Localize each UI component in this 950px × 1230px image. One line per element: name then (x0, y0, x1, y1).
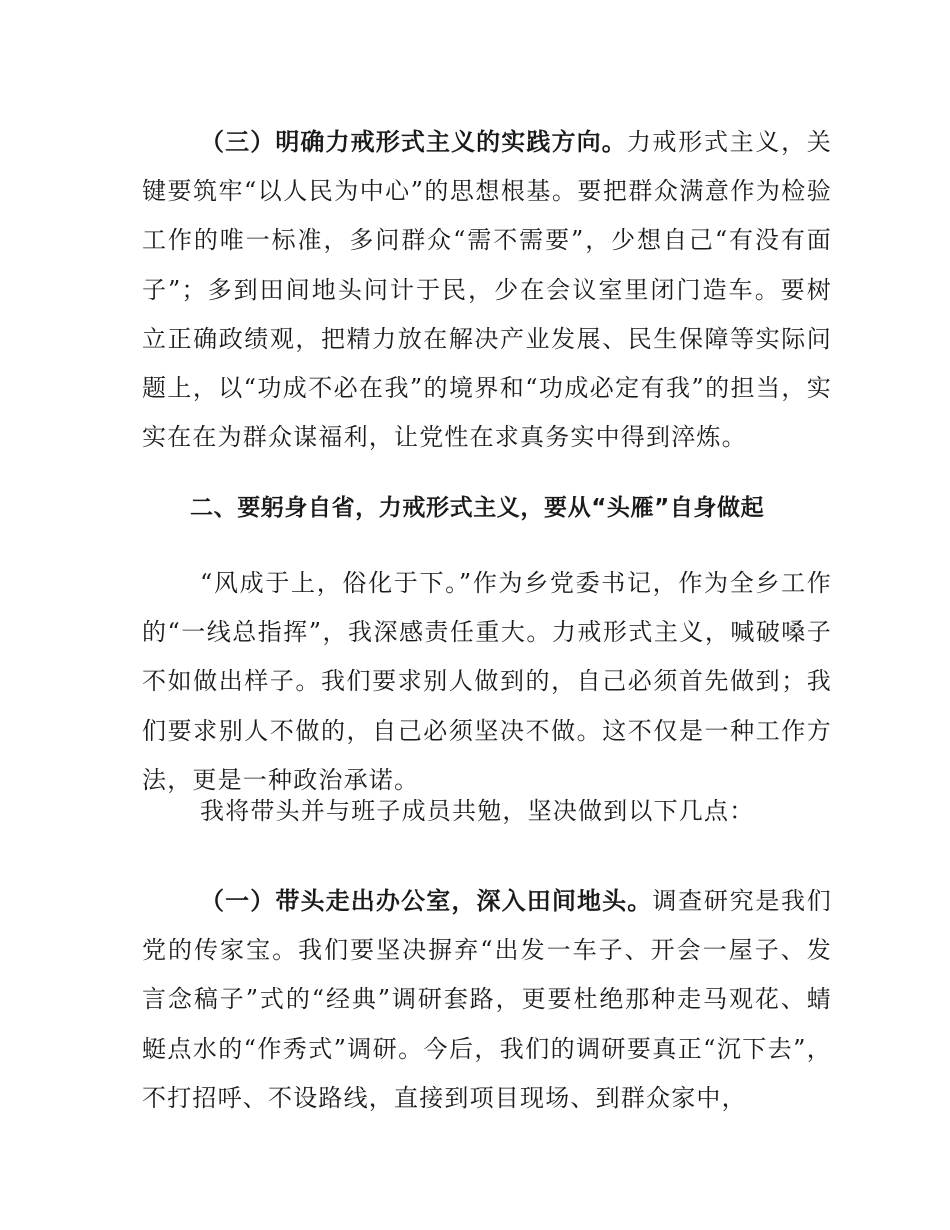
paragraph-commitments-intro: 我将带头并与班子成员共勉，坚决做到以下几点： (200, 797, 755, 825)
paragraph-practice-direction (142, 118, 832, 462)
paragraph-field-research (142, 877, 832, 1123)
section-heading-two: 二、要躬身自省，力戒形式主义，要从“头雁”自身做起 (190, 495, 765, 521)
paragraph-body: 调查研究是我们党的传家宝。我们要坚决摒弃“出发一车子、开会一屋子、发言念稿子”式的“经典”调研套路，更要杜绝那种走马观花、蜻蜓点水的“作秀式”调研。今后，我们的调研要真正“沉下去”，不打招呼、不设路线，直接到项目现场、到群众家中， (142, 887, 832, 1112)
paragraph-body: 力戒形式主义，关键要筑牢“以人民为中心”的思想根基。要把群众满意作为检验工作的唯一标准，多问群众“需不需要”，少想自己“有没有面子”；多到田间地头问计于民，少在会议室里闭门造车。要树立正确政绩观，把精力放在解决产业发展、民生保障等实际问题上，以“功成不必在我”的境界和“功成必定有我”的担当，实实在在为群众谋福利，让党性在求真务实中得到淬炼。 (142, 128, 832, 452)
paragraph-lead-bold: （三）明确力戒形式主义的实践方向。 (200, 128, 627, 156)
paragraph-leadership: “风成于上，俗化于下。”作为乡党委书记，作为全乡工作的“一线总指挥”，我深感责任重大。力戒形式主义，喊破嗓子不如做出样子。我们要求别人做到的，自己必须首先做到；我们要求别人不做的，自己必须坚决不做。这不仅是一种工作方法，更是一种政治承诺。 (142, 569, 832, 794)
paragraph-lead-bold: （一）带头走出办公室，深入田间地头。 (200, 887, 653, 915)
